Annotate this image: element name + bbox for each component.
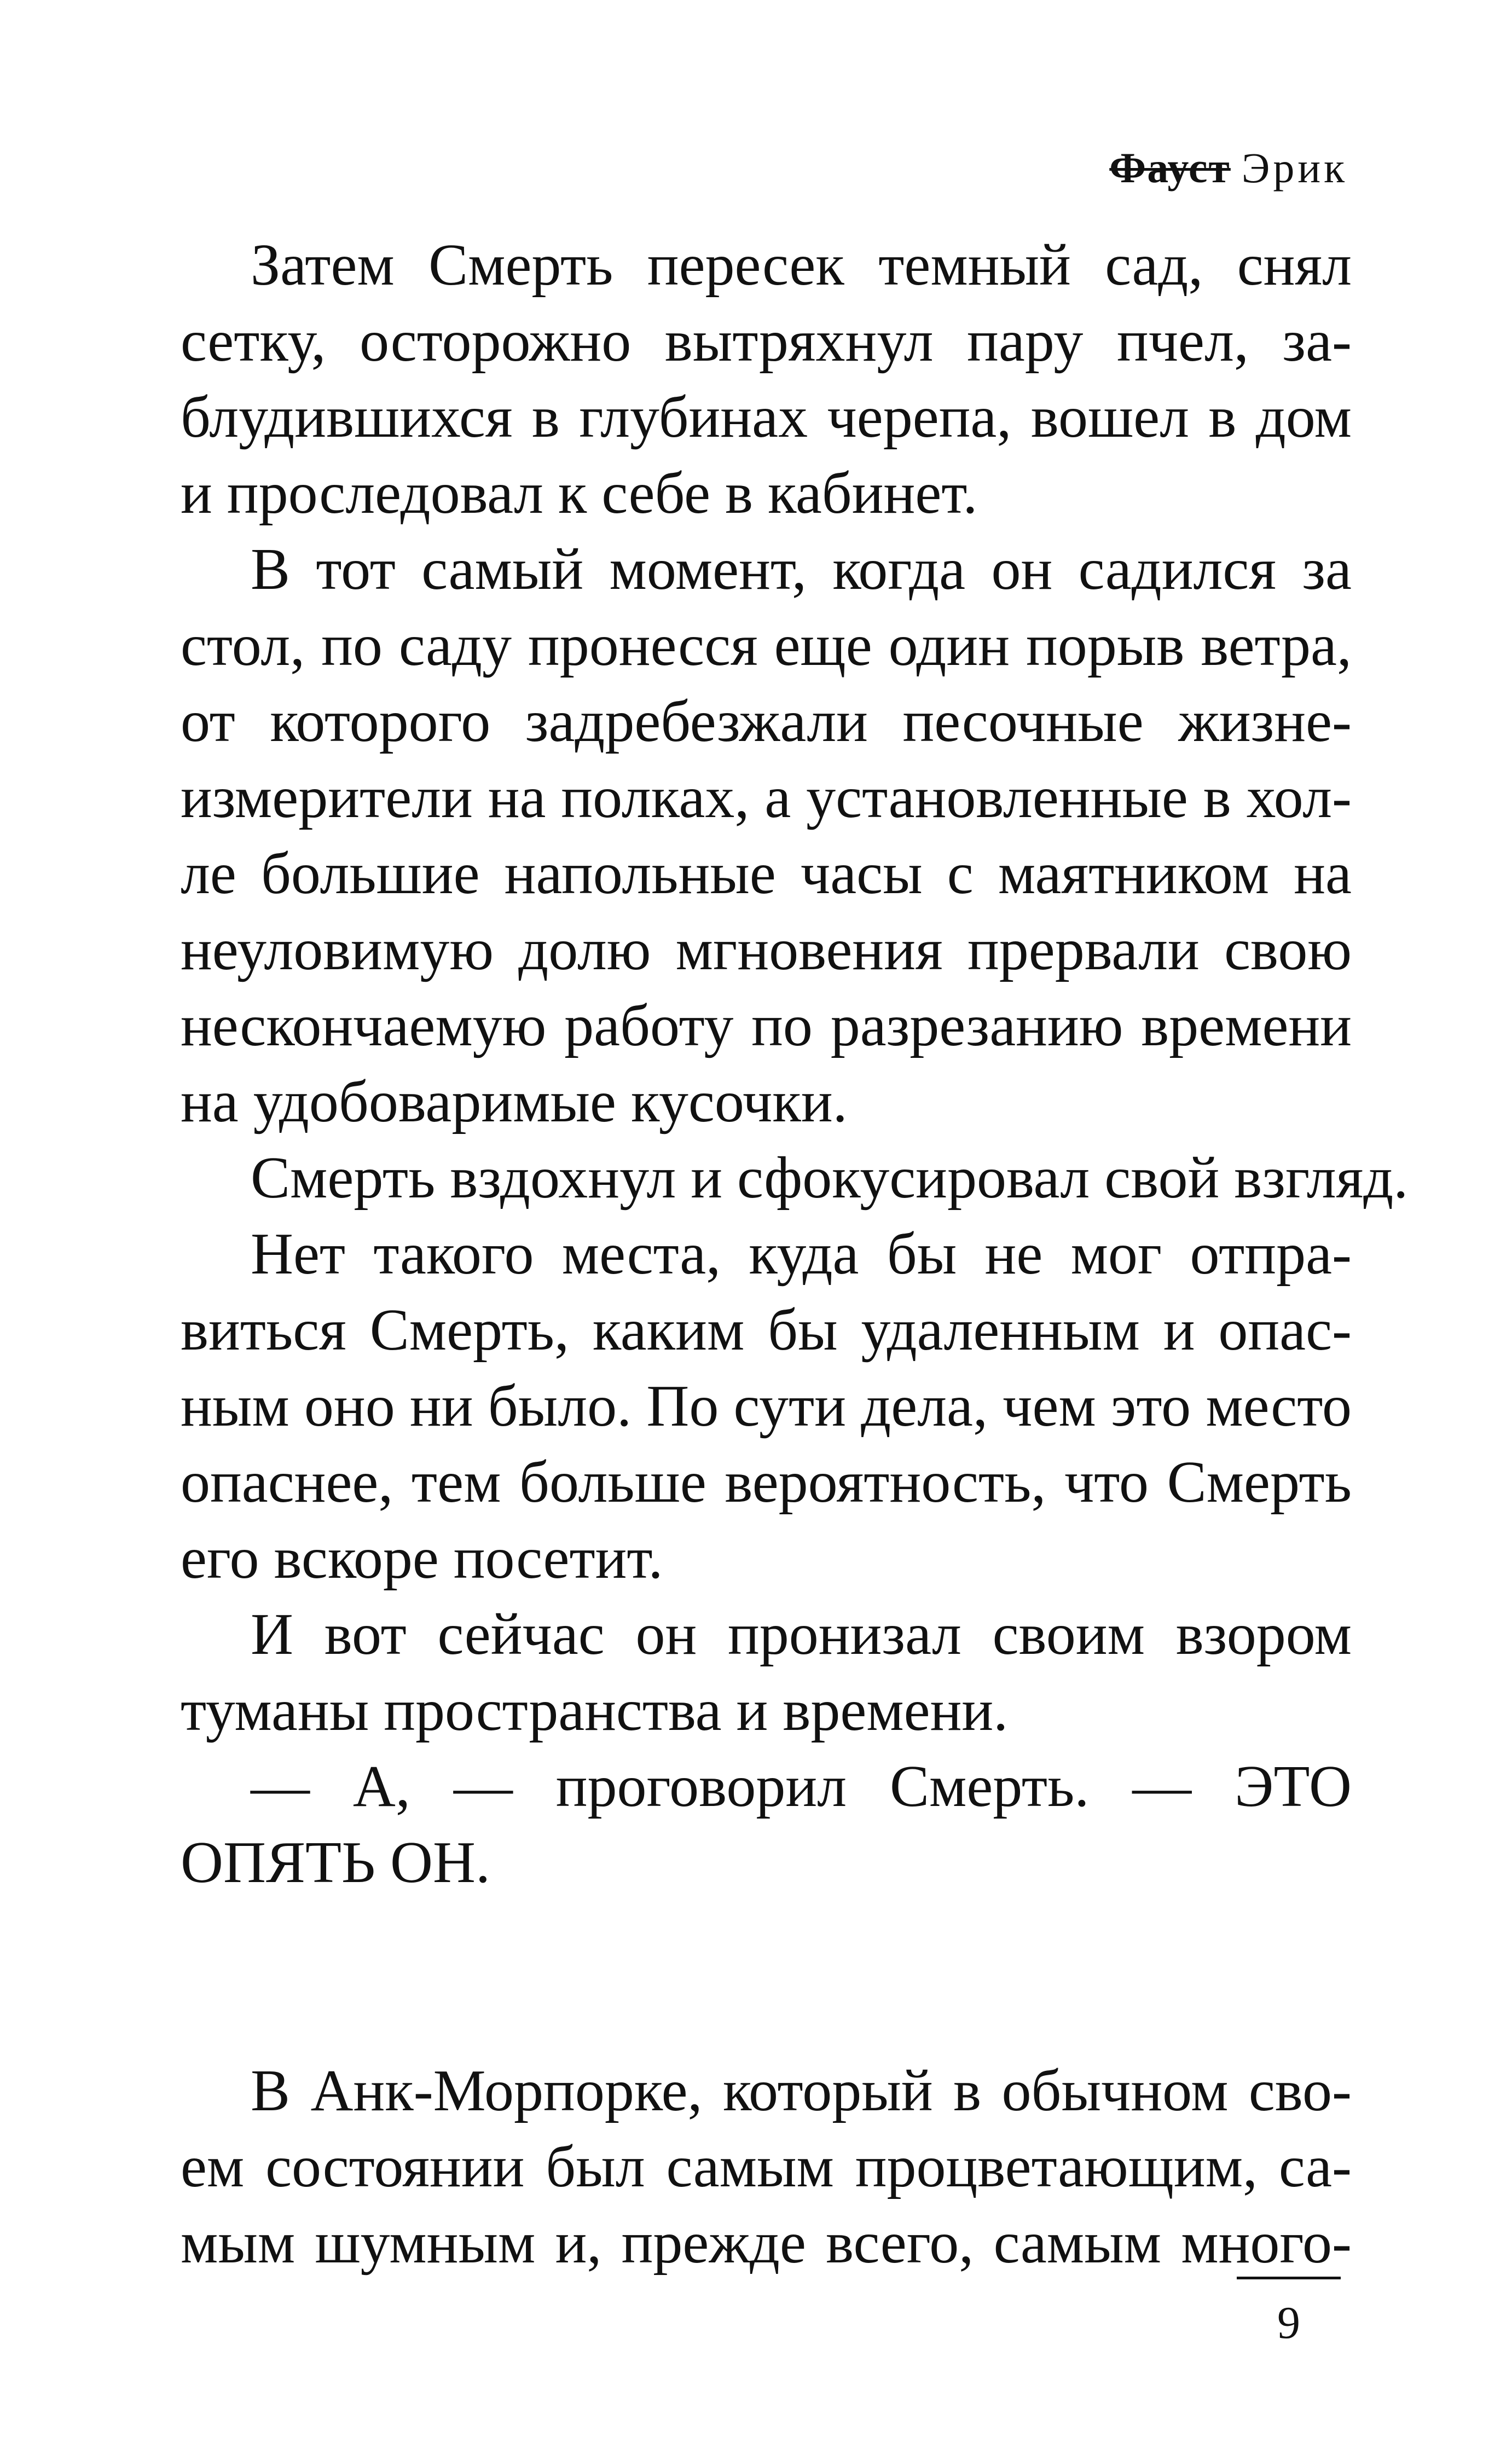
text-line: и проследовал к себе в кабинет. bbox=[181, 461, 978, 526]
text-line: сетку, осторожно вытряхнул пару пчел, за- bbox=[181, 309, 1352, 374]
page-number: 9 bbox=[1277, 2297, 1300, 2348]
text-line: ле большие напольные часы с маятником на bbox=[181, 841, 1352, 906]
running-head bbox=[1109, 143, 1348, 193]
text-line: виться Смерть, каким бы удаленным и опас- bbox=[181, 1298, 1352, 1363]
text-line: от которого задребезжали песочные жизне- bbox=[181, 689, 1352, 754]
text-line: ным оно ни было. По сути дела, чем это место bbox=[181, 1374, 1352, 1439]
text-line: Нет такого места, куда бы не мог отпра- bbox=[251, 1222, 1352, 1287]
text-line: В Анк-Морпорке, который в обычном сво- bbox=[251, 2058, 1352, 2123]
text-line: измерители на полках, а установленные в хол- bbox=[181, 765, 1352, 830]
text-line: опаснее, тем больше вероятность, что Смерть bbox=[181, 1450, 1352, 1515]
text-line: стол, по саду пронесся еще один порыв ветра, bbox=[181, 613, 1352, 678]
text-line: нескончаемую работу по разрезанию времени bbox=[181, 993, 1352, 1058]
text-line: туманы пространства и времени. bbox=[181, 1678, 1009, 1743]
text-line: ОПЯТЬ ОН. bbox=[181, 1830, 490, 1895]
text-line: мым шумным и, прежде всего, самым много- bbox=[181, 2210, 1352, 2276]
section-break bbox=[181, 1901, 1352, 2053]
text-line: И вот сейчас он пронизал своим взором bbox=[251, 1602, 1352, 1667]
text-line: В тот самый момент, когда он садился за bbox=[251, 537, 1352, 602]
text-line: Смерть вздохнул и сфокусировал свой взгляд. bbox=[251, 1145, 1409, 1211]
text-line: — А, — проговорил Смерть. — ЭТО bbox=[251, 1754, 1352, 1819]
text-line: Затем Смерть пересек темный сад, снял bbox=[251, 233, 1352, 298]
text-line: его вскоре посетит. bbox=[181, 1526, 663, 1591]
text-line: неуловимую долю мгновения прервали свою bbox=[181, 917, 1352, 982]
page-number-rule bbox=[1237, 2277, 1341, 2279]
text-line: на удобоваримые кусочки. bbox=[181, 1069, 848, 1134]
running-head-struck-title: Фауст bbox=[1109, 144, 1231, 192]
text-line: блудившихся в глубинах черепа, вошел в дом bbox=[181, 385, 1352, 450]
body-text bbox=[181, 227, 1409, 2281]
text-line: ем состоянии был самым процветающим, са- bbox=[181, 2134, 1352, 2199]
running-head-title: Эрик bbox=[1241, 144, 1348, 192]
